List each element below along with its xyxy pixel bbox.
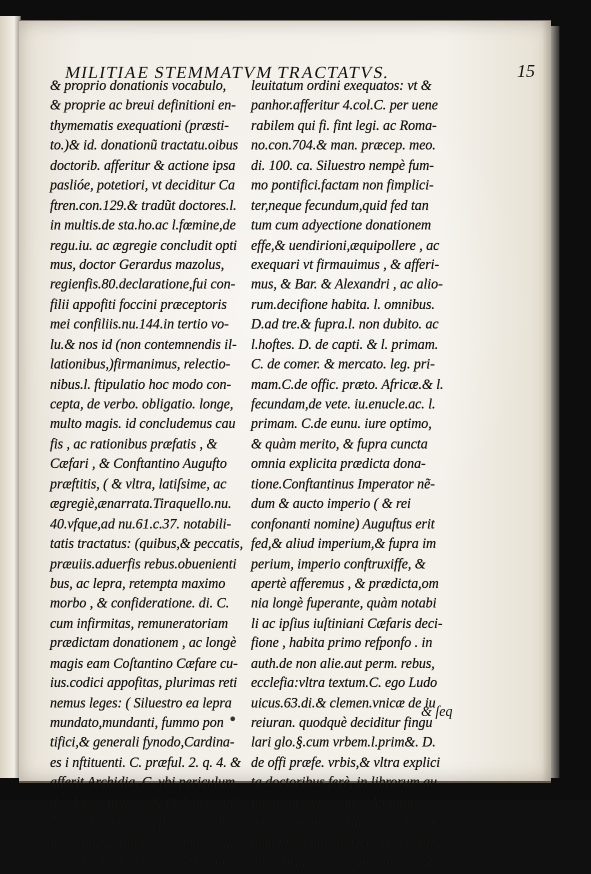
text-line: Cæfari , & Conftantino Augufto xyxy=(50,456,227,473)
right-text-column xyxy=(251,77,461,871)
text-line: num prohemii rubrica. Bal. confi. xyxy=(251,834,438,851)
text-line: effe,& uendirioni,æquipollere , ac xyxy=(251,237,440,254)
text-line: to.)& id. donationũ tractatu.oibus xyxy=(50,137,239,155)
text-line: D.ad tre.& fupra.l. non dubito. ac xyxy=(251,317,439,334)
text-line: rabilem qui fi. fint legi. ac Roma- xyxy=(251,117,437,135)
text-line: & quàm merito, & fupra cuncta xyxy=(251,436,428,453)
text-line: filii appofiti foccini præceptoris xyxy=(50,297,227,314)
text-line: fis , ac rationibus præfatis , & xyxy=(50,436,218,453)
text-line: primam. C.de eunu. iure optimo, xyxy=(251,416,432,433)
text-line: ter,neque fecundum,quid fed tan xyxy=(251,197,429,214)
page-number: 15 xyxy=(517,61,535,81)
text-line: mus, doctor Gerardus mazolus, xyxy=(50,257,225,274)
text-line: de electio.in fexto,& Oldra. confil. xyxy=(50,794,242,812)
text-line: uicus.63.di.& clemen.vnicæ de iu xyxy=(251,695,436,712)
text-line: ægregiè,ænarrata.Tiraquello.nu. xyxy=(50,496,232,513)
text-line: paslióe, potetiori, vt deciditur Ca xyxy=(50,177,235,194)
text-line: thymematis exequationi (præsti- xyxy=(50,117,229,135)
text-line: panhor.afferitur 4.col.C. per uene xyxy=(251,97,438,115)
text-line: mo pontifici.factam non fimplici- xyxy=(251,177,434,194)
text-line: mundato,mundanti, fummo pon xyxy=(50,715,224,732)
text-line: nemus leges: ( Siluestro ea lepra xyxy=(50,695,232,712)
text-line: morbo , & confideratione. di. C. xyxy=(50,595,230,613)
text-line: doctorib. afferitur & actione ipsa xyxy=(50,157,236,174)
running-header: MILITIAE STEMMATVM TRACTATVS. xyxy=(63,63,391,82)
text-line: mei confiliis.nu.144.in tertio vo- xyxy=(50,317,229,334)
text-line: præftitis, ( & vltra, latiſsime, ac xyxy=(50,476,227,493)
text-line: de offi præfe. vrbis,& vltra explici xyxy=(251,755,441,772)
text-line: ecclefia:vltra textum.C. ego Ludo xyxy=(251,675,438,692)
text-line: tifici,& generali fynodo,Cardina- xyxy=(50,735,235,752)
text-line: dum & aucto imperio ( & rei xyxy=(251,496,411,513)
text-line: lu.& nos id (non contemnendis il- xyxy=(50,336,237,354)
text-line: fecundam,de vete. iu.enucle.ac. l. xyxy=(251,396,436,413)
text-line: 40.vfque,ad nu.61.c.37. notabili- xyxy=(50,516,232,533)
text-line: omnia explicita prædicta dona- xyxy=(251,456,426,473)
text-line: 73.& Mantua precep. meus . circa xyxy=(50,814,240,832)
page-shadow-edge xyxy=(542,21,551,781)
text-line: fione , habita primo refponfo . in xyxy=(251,635,433,652)
text-line: ta doctoribus ferè, in librorum au xyxy=(251,775,438,792)
text-line: afferit Archidia. C. vbi periculum xyxy=(50,775,235,792)
left-page-edge xyxy=(0,16,21,778)
text-line: mus, & Bar. & Alexandri , ac alio- xyxy=(251,277,443,294)
text-line: 38.in primo. caſtrenſi conſil. 284. xyxy=(251,854,436,871)
text-line: magis eam Coſtantino Cæfare cu- xyxy=(50,655,238,672)
text-line: apertè afferemus , & prædicta,om xyxy=(251,575,439,593)
text-line: præuiis.aduerfis rebus.obuenienti xyxy=(50,555,237,573)
text-line: ius.codici appofitas, plurimas reti xyxy=(50,675,238,692)
printer-ornament: • xyxy=(228,710,238,729)
text-line: C. de comer. & mercato. leg. pri- xyxy=(251,356,435,374)
text-line: bus, ac lepra, retempta maximo xyxy=(50,575,226,593)
text-line: no.con.704.& man. præcep. meo. xyxy=(251,137,436,155)
catchword: & ſeq xyxy=(421,704,453,721)
text-line: tione.Conftantinus Imperator nẽ- xyxy=(251,476,435,493)
text-line: confonanti nomine) Auguftus erit xyxy=(251,516,435,533)
text-line: fi.c. 100.& vltimi libri. obſer.lega xyxy=(50,834,234,851)
book-page xyxy=(19,20,551,871)
text-line: nia longè fuperante, quàm notabi xyxy=(251,595,437,613)
text-line: auth.de non alie.aut perm. rebus, xyxy=(251,655,435,672)
text-line: es i nftituenti. C. præful. 2. q. 4. & xyxy=(50,755,241,772)
left-text-column xyxy=(50,77,260,871)
text-line: l.hoftes. D. de capti. & l. primam. xyxy=(251,336,439,354)
text-line: nibus.l. ftipulatio hoc modo con- xyxy=(50,376,232,393)
text-line: li ac ipſius iuſtiniani Cæfaris deci- xyxy=(251,615,443,632)
text-line: exequari vt firmauimus , & afferi- xyxy=(251,257,440,274)
text-line: rum.decifione habita. l. omnibus. xyxy=(251,297,435,314)
text-line: & proprio donationis vocabulo, xyxy=(50,78,227,95)
text-line: cum infirmitas, remuneratoriam xyxy=(50,615,229,632)
text-line: cepta, de verbo. obligatio. longe, xyxy=(50,396,234,413)
text-line: in multis.de sta.ho.ac l.fœmine,de xyxy=(50,217,236,234)
text-line: tum cum adyectione donationem xyxy=(251,217,432,234)
text-line: lium decimi Cardinales æternum, xyxy=(50,854,236,871)
text-line: ftren.con.129.& tradũt doctores.l. xyxy=(50,197,237,214)
text-line: di. 100. ca. Siluestro nempè fum- xyxy=(251,157,434,174)
text-line: prædictam donationem , ac longè xyxy=(50,635,237,652)
text-line: regienfis.80.declaratione,fui con- xyxy=(50,277,236,294)
text-line: & proprie ac breui definitioni en- xyxy=(50,97,236,115)
text-line: leuitatum ordini exequatos: vt & xyxy=(251,78,432,95)
text-line: mam.C.de offic. præto. Africæ.& l. xyxy=(251,376,444,393)
text-line: multo magis. id concludemus cau xyxy=(50,416,236,433)
text-line: tatis tractatus: (quibus,& peccatis, xyxy=(50,536,244,553)
text-line: lationibus,)firmanimus, relectio- xyxy=(50,356,231,374)
text-line: fpiciis ac ver. femper Auguftus , xyxy=(251,794,427,812)
text-line: pandectarum. Codicis ac inſtitutio xyxy=(251,814,442,832)
text-line: regu.iu. ac ægregie concludit opti xyxy=(50,237,238,254)
text-line: fed,& aliud imperium,& fupra im xyxy=(251,536,437,553)
text-line: lari glo.§.cum vrbem.l.prim&. D. xyxy=(251,735,436,752)
text-line: reiuran. quodquè deciditur fingu xyxy=(251,715,433,732)
text-line: perium, imperio conftruxiffe, & xyxy=(251,555,426,573)
